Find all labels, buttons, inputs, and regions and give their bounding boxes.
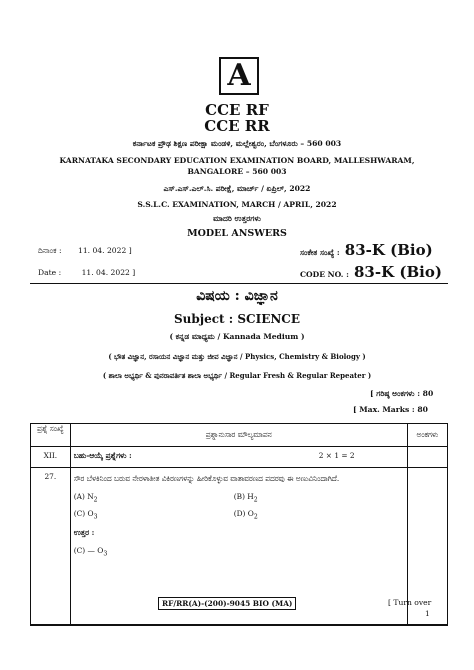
options-row-2 [74, 507, 404, 524]
code-number-english [300, 262, 442, 281]
date-english [38, 268, 135, 277]
answer-marks: 1 [407, 468, 447, 625]
answer: (C) — $O_3$ [73, 546, 108, 558]
option-b: (B) $H_2$ [233, 492, 258, 504]
option-d: (D) $O_2$ [233, 509, 258, 521]
model-answers-kannada: ಮಾದರಿ ಉತ್ತರಗಳು [213, 214, 261, 223]
streams-line: ( ಭೌತ ವಿಜ್ಞಾನ, ರಸಾಯನ ವಿಜ್ಞಾನ ಮತ್ತು ಜೀವ ವಿಜ್ಞಾನ / Physics, Chemistry & Biology ) [108, 352, 366, 361]
table-row [31, 447, 448, 468]
answer-label: ಉತ್ತರ : [73, 528, 95, 537]
section-title-cell [70, 447, 407, 468]
turn-over-note: [ Turn over [388, 598, 432, 607]
option-c: (C) $O_3$ [73, 509, 98, 521]
divider-line [30, 283, 448, 284]
subject-kannada: ವಿಷಯ : ವಿಜ್ಞಾನ [196, 288, 278, 304]
header-evaluation: ಪ್ರಶ್ನಾನುಸಾರ ಮೌಲ್ಯಮಾಪನ [70, 424, 407, 447]
exam-title-english: S.S.L.C. EXAMINATION, MARCH / APRIL, 2022 [137, 200, 337, 209]
board-name-english-line2: BANGALORE – 560 003 [187, 167, 287, 176]
question-text: ಸೌರ ಬೆಳಕಿನಿಂದ ಬರುವ ನೇರಳಾತೀತ ವಿಕಿರಣಗಳನ್ನು ಹೀರಿಕೊಳ್ಳುವ ವಾತಾವರಣದ ಪದರವು ಈ ಅಣುವಿನಿಂದಾಗಿದೆ. [73, 474, 340, 483]
version-badge: A [219, 57, 259, 95]
code-english-value: 83-K (Bio) [353, 263, 442, 281]
medium-line: ( ಕನ್ನಡ ಮಾಧ್ಯಮ / Kannada Medium ) [169, 332, 305, 341]
code-cce-rr: CCE RR [204, 117, 270, 135]
code-kannada-label: ಸಂಕೇತ ಸಂಖ್ಯೆ : [300, 248, 340, 257]
table-header-row [31, 424, 448, 447]
question-number: 27. [31, 468, 71, 625]
header-question-number: ಪ್ರಶ್ನೆ ಸಂಖ್ಯೆ [31, 424, 71, 447]
code-kannada-value: 83-K (Bio) [344, 241, 433, 259]
board-name-kannada: ಕರ್ನಾಟಕ ಪ್ರೌಢ ಶಿಕ್ಷಣ ಪರೀಕ್ಷಾ ಮಂಡಳಿ, ಮಲ್ಲೇಶ್ವರಂ, ಬೆಂಗಳೂರು – 560 003 [132, 139, 342, 148]
max-marks-kannada: [ ಗರಿಷ್ಠ ಅಂಕಗಳು : 80 [370, 389, 434, 398]
date-kannada [38, 246, 132, 256]
date-kannada-value: 11. 04. 2022 ] [77, 246, 132, 255]
footer-code: RF/RR(A)-(200)-9045 BIO (MA) [158, 597, 296, 610]
max-marks-english: [ Max. Marks : 80 [353, 405, 428, 414]
subject-english: Subject : SCIENCE [173, 312, 301, 326]
board-name-english-line1: KARNATAKA SECONDARY EDUCATION EXAMINATION BOARD, MALLESHWARAM, [59, 156, 415, 165]
marking-scheme-table [30, 423, 448, 626]
date-kannada-label: ದಿನಾಂಕ : [38, 246, 62, 255]
options-row-1 [74, 490, 404, 507]
code-cce-rf: CCE RF [205, 101, 269, 119]
date-english-value: 11. 04. 2022 ] [81, 268, 136, 277]
model-answers-english: MODEL ANSWERS [187, 228, 287, 239]
exam-title-kannada: ಎಸ್.ಎಸ್.ಎಲ್.ಸಿ. ಪರೀಕ್ಷೆ, ಮಾರ್ಚ್ / ಏಪ್ರಿಲ್, 2022 [163, 184, 311, 193]
section-marks: 2 × 1 = 2 [318, 451, 355, 460]
section-number: XII. [31, 447, 71, 468]
section-title: ಬಹು-ಆಯ್ಕೆ ಪ್ರಶ್ನೆಗಳು : [73, 451, 132, 460]
date-english-label: Date : [38, 268, 62, 277]
code-english-label: CODE NO. : [300, 270, 349, 279]
option-a: (A) $N_2$ [73, 492, 98, 504]
header-marks: ಅಂಕಗಳು [407, 424, 447, 447]
code-number-kannada [300, 240, 433, 259]
candidates-line: ( ಶಾಲಾ ಅಭ್ಯರ್ಥಿ & ಪುನರಾವರ್ತಿತ ಶಾಲಾ ಅಭ್ಯರ್ಥಿ / Regular Fresh & Regular Repeater ) [102, 371, 372, 380]
